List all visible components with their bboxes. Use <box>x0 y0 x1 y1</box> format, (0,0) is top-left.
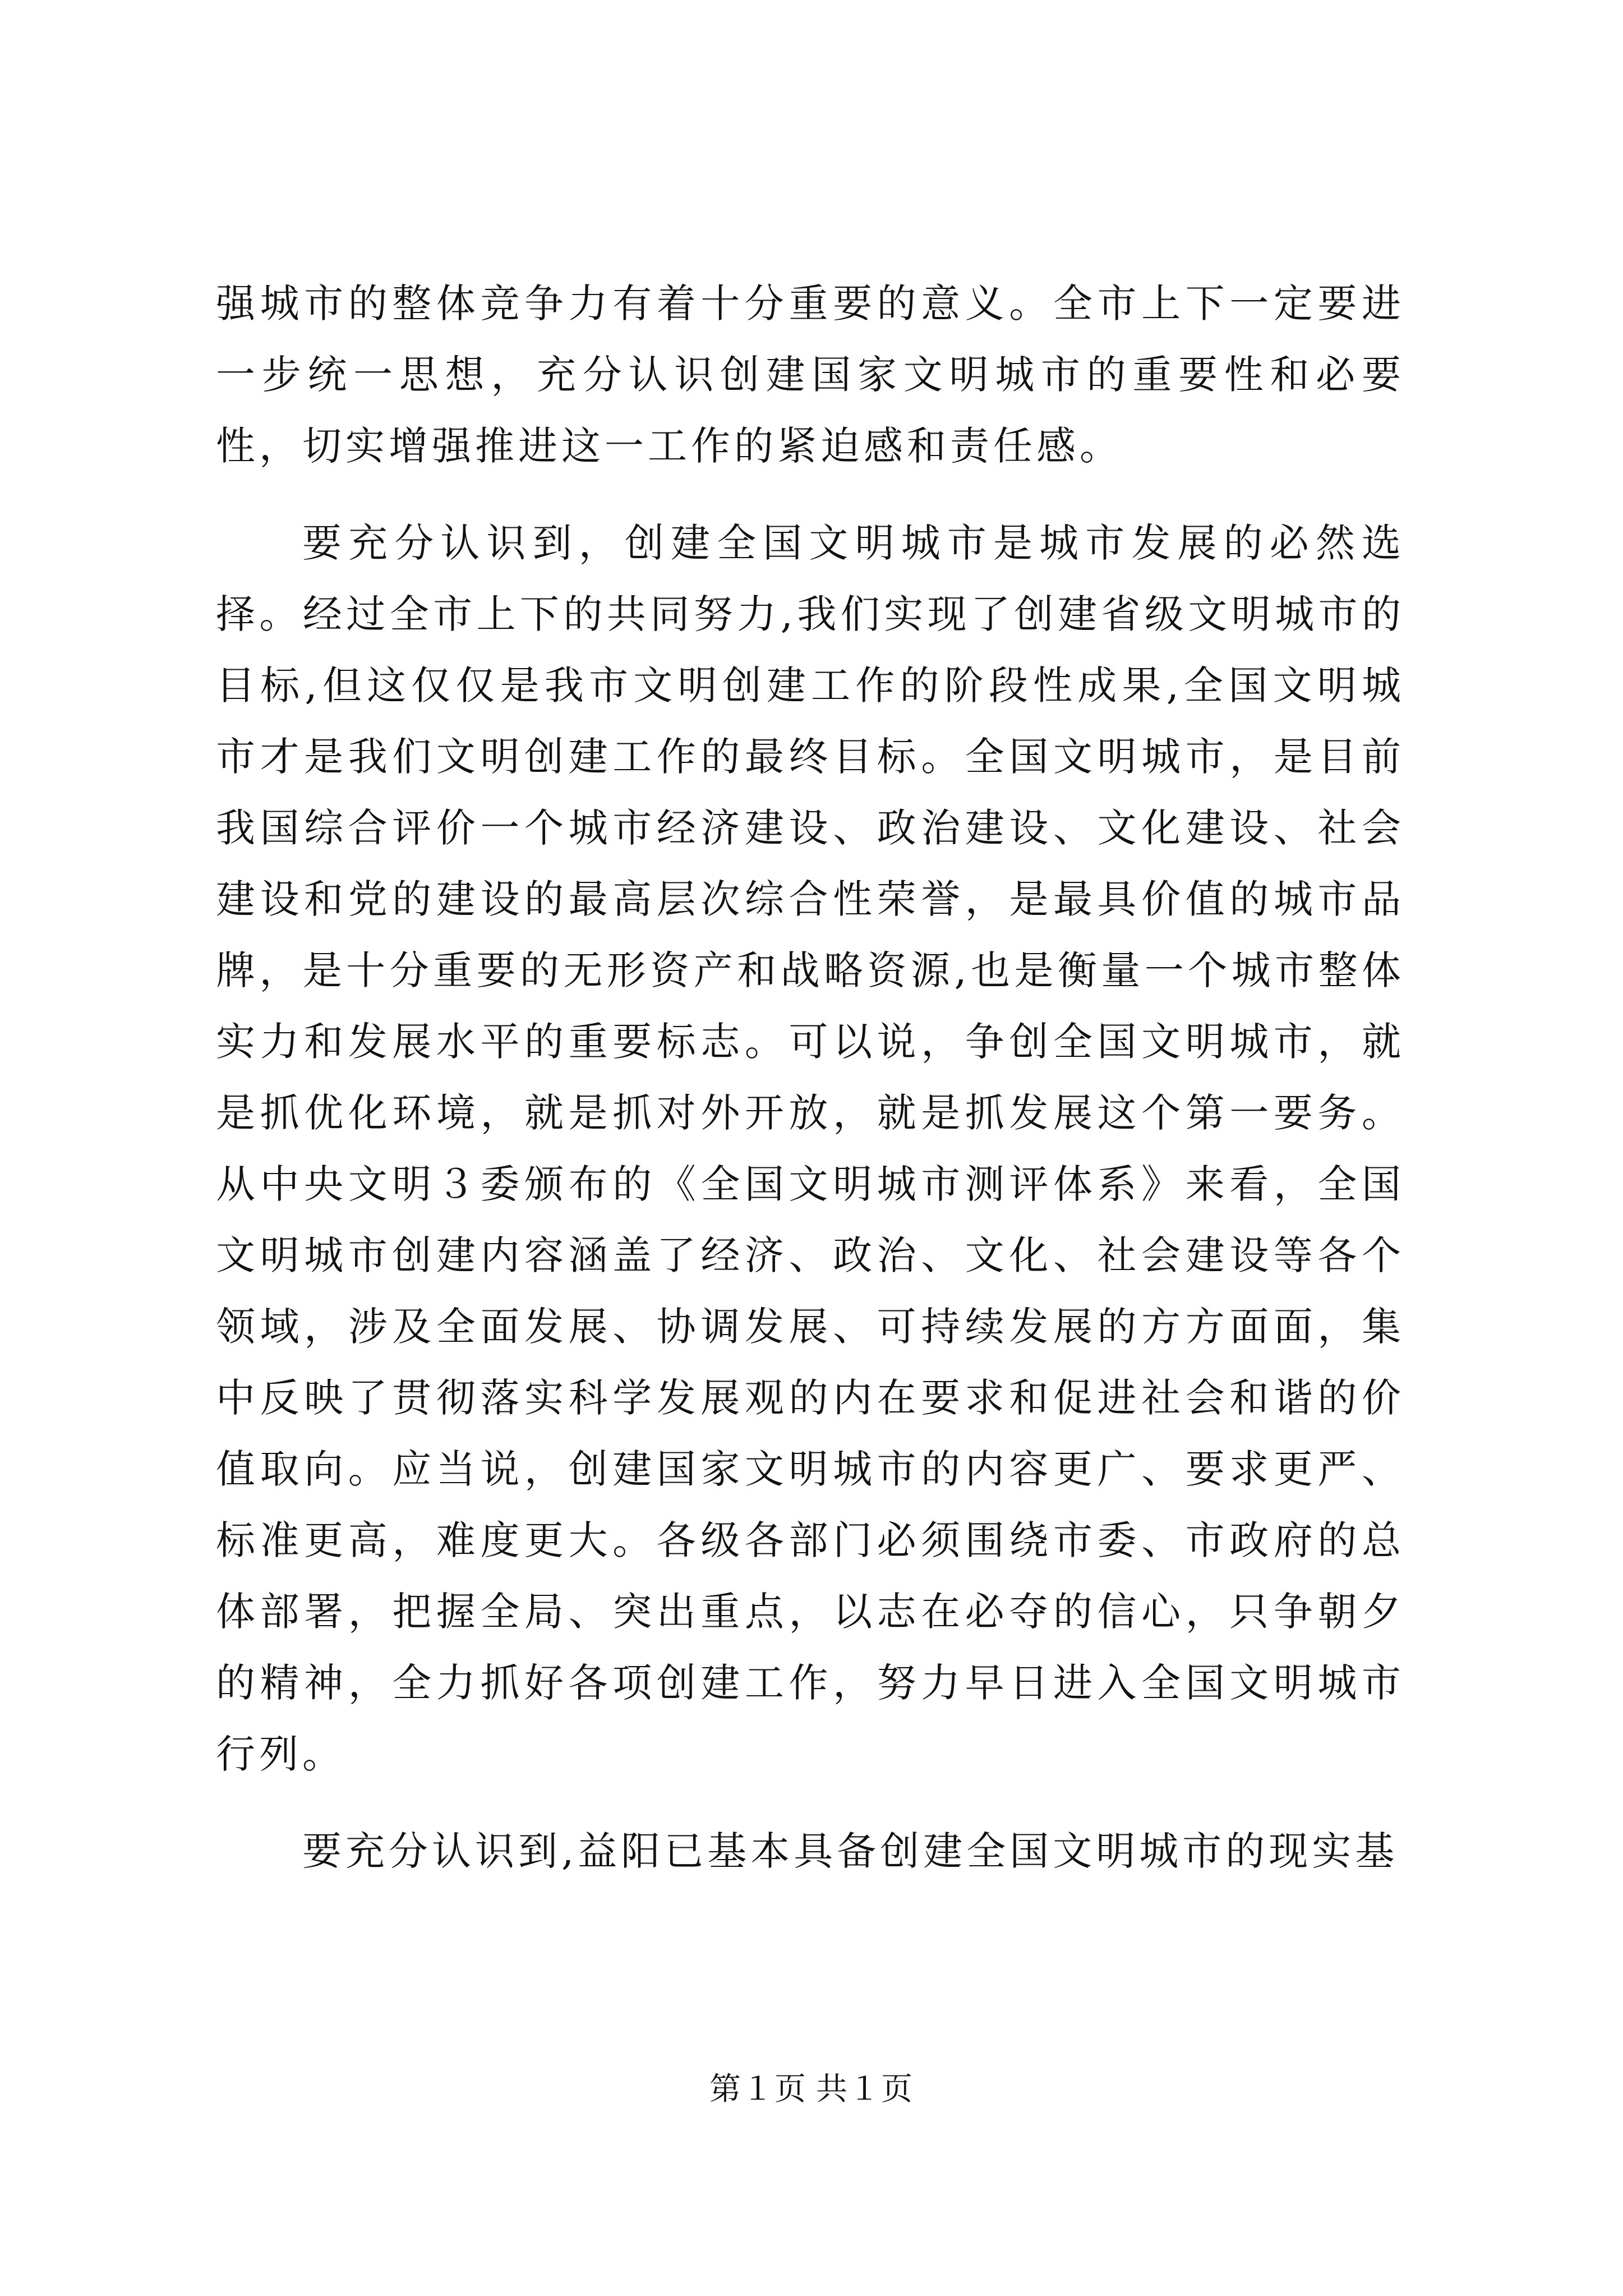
page-footer: 第１页 共１页 <box>709 2072 914 2107</box>
paragraph-continued: 强城市的整体竞争力有着十分重要的意义。全市上下一定要进一步统一思想，充分认识创建国家文明城市的重要性和必要性，切实增强推进这一工作的紧迫感和责任感。 <box>216 280 1405 469</box>
document-body <box>216 268 1405 1913</box>
paragraph-national-civilized-city-choice: 要充分认识到，创建全国文明城市是城市发展的必然选择。经过全市上下的共同努力,我们实现了创建省级文明城市的目标,但这仅仅是我市文明创建工作的阶段性成果,全国文明城市才是我们文明创建工作的最终目标。全国文明城市，是目前我国综合评价一个城市经济建设、政治建设、文化建设、社会建设和党的建设的最高层次综合性荣誉，是最具价值的城市品牌，是十分重要的无形资产和战略资源,也是衡量一个城市整体实力和发展水平的重要标志。可以说，争创全国文明城市，就是抓优化环境，就是抓对外开放，就是抓发展这个第一要务。从中央文明３委颁布的《全国文明城市测评体系》来看，全国文明城市创建内容涵盖了经济、政治、文化、社会建设等各个领域，涉及全面发展、协调发展、可持续发展的方方面面，集中反映了贯彻落实科学发展观的内在要求和促进社会和谐的价值取向。应当说，创建国家文明城市的内容更广、要求更严、标准更高，难度更大。各级各部门必须围绕市委、市政府的总体部署，把握全局、突出重点，以志在必夺的信心，只争朝夕的精神，全力抓好各项创建工作，努力早日进入全国文明城市行列。 <box>216 520 1405 1777</box>
paragraph-yiyang-foundation: 要充分认识到,益阳已基本具备创建全国文明城市的现实基 <box>302 1828 1399 1874</box>
